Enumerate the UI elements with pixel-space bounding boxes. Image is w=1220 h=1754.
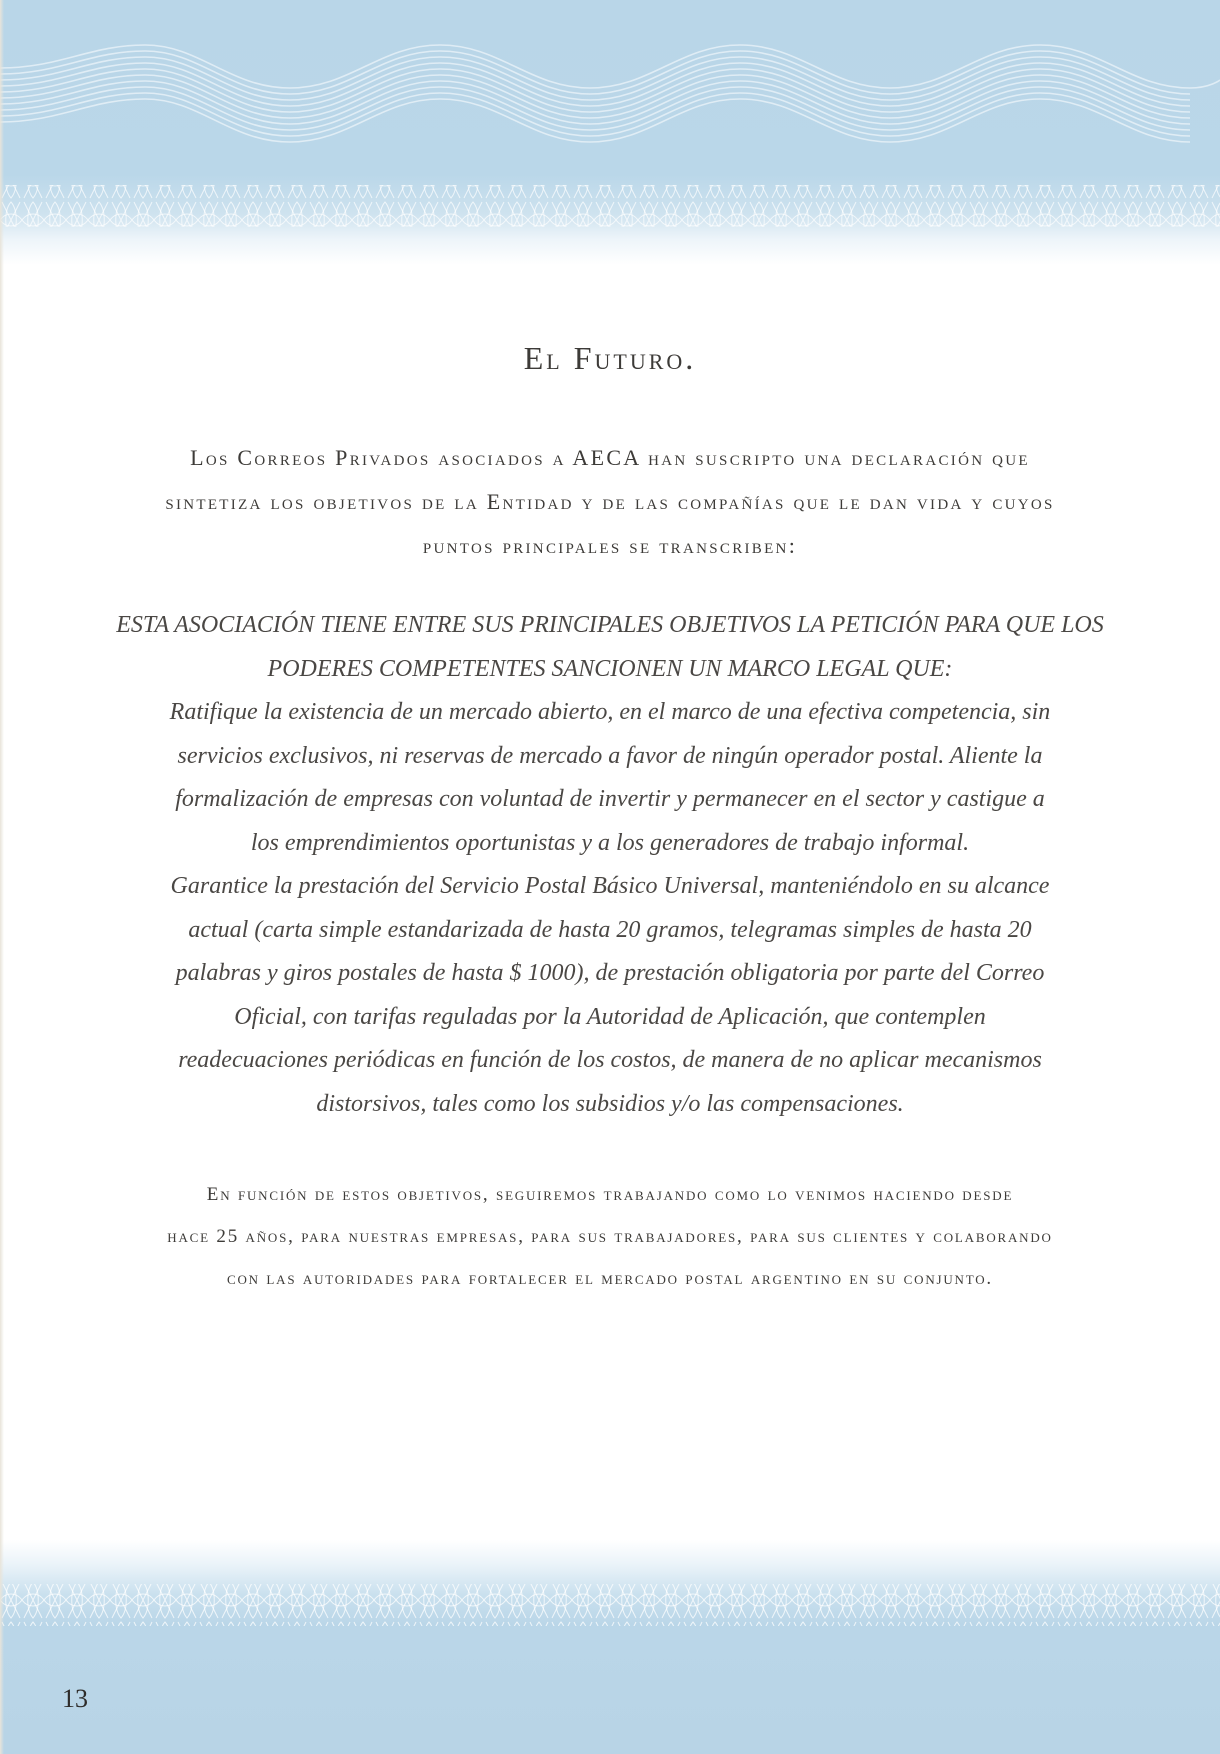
closing-line: hace 25 años, para nuestras empresas, para sus trabajadores, para sus clientes y colaborando [167,1226,1053,1247]
closing-line: En función de estos objetivos, seguiremos trabajando como lo venimos haciendo desde [206,1184,1014,1205]
intro-paragraph [140,436,1080,568]
intro-line: sintetiza los objetivos de la Entidad y de las compañías que le dan vida y cuyos [165,489,1055,514]
lace-pattern-icon [0,1540,1220,1754]
quote-line: distorsivos, tales como los subsidios y/o las compensaciones. [316,1090,904,1117]
quote-line: formalización de empresas con voluntad de invertir y permanecer en el sector y castigue a [175,786,1045,812]
quote-line: Garantice la prestación del Servicio Postal Básico Universal, manteniéndolo en su alcance [170,873,1050,899]
closing-line: con las autoridades para fortalecer el mercado postal argentino en su conjunto. [227,1268,993,1289]
quote-line: actual (carta simple estandarizada de hasta 20 gramos, telegramas simples de hasta 20 [188,916,1032,943]
quote-line: palabras y giros postales de hasta $ 1000), de prestación obligatoria por parte del Correo [175,960,1045,986]
decorative-header-band [0,0,1220,270]
page-edge [0,0,4,1754]
intro-line: Los Correos Privados asociados a AECA han suscripto una declaración que [190,445,1030,470]
quote-line: ESTA ASOCIACIÓN TIENE ENTRE SUS PRINCIPALES OBJETIVOS LA PETICIÓN PARA QUE LOS [116,612,1104,638]
quote-line: Ratifique la existencia de un mercado abierto, en el marco de una efectiva competencia, sin [169,699,1051,725]
quote-line: Oficial, con tarifas reguladas por la Autoridad de Aplicación, que contemplen [234,1003,986,1030]
quote-line: PODERES COMPETENTES SANCIONEN UN MARCO LEGAL QUE: [267,655,953,682]
quote-line: readecuaciones periódicas en función de los costos, de manera de no aplicar mecanismos [178,1047,1042,1073]
wave-pattern-icon [0,0,1220,270]
quote-line: servicios exclusivos, ni reservas de mercado a favor de ningún operador postal. Aliente la [177,742,1043,769]
quote-line: los emprendimientos oportunistas y a los generadores de trabajo informal. [250,829,970,856]
intro-line: puntos principales se transcriben: [422,533,798,558]
closing-paragraph [130,1174,1090,1300]
decorative-footer-band [0,1540,1220,1754]
page-number: 13 [62,1684,88,1713]
page-title: El Futuro. [523,340,697,376]
declaration-quote [110,604,1110,1126]
